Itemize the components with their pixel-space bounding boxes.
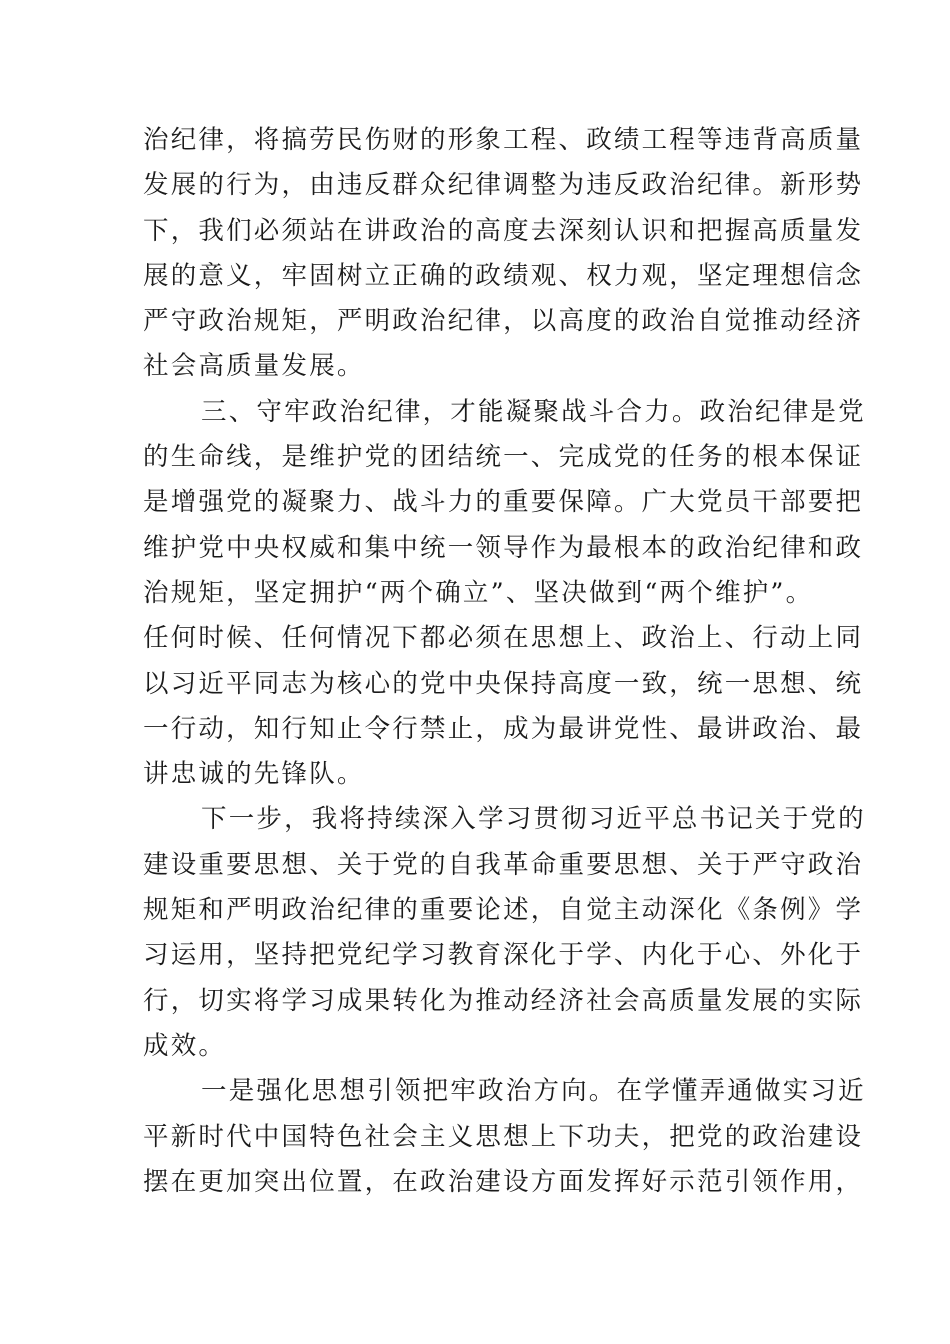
text-line: 维护党中央权威和集中统一领导作为最根本的政治纪律和政 [143, 532, 864, 563]
text-line: 治规矩，坚定拥护“两个确立”、坚决做到“两个维护”。 [143, 577, 814, 608]
text-line: 一行动，知行知止令行禁止，成为最讲党性、最讲政治、最 [143, 713, 864, 744]
text-line: 摆在更加突出位置，在政治建设方面发挥好示范引领作用， [143, 1166, 864, 1197]
text-line: 成效。 [143, 1030, 227, 1061]
text-line: 下，我们必须站在讲政治的高度去深刻认识和把握高质量发 [143, 215, 864, 246]
text-line: 平新时代中国特色社会主义思想上下功夫，把党的政治建设 [143, 1121, 864, 1152]
text-line: 规矩和严明政治纪律的重要论述，自觉主动深化《条例》学 [143, 895, 864, 926]
text-line: 任何时候、任何情况下都必须在思想上、政治上、行动上同 [143, 623, 864, 654]
text-line: 建设重要思想、关于党的自我革命重要思想、关于严守政治 [143, 849, 864, 880]
text-line: 行，切实将学习成果转化为推动经济社会高质量发展的实际 [143, 985, 864, 1016]
text-line: 展的意义，牢固树立正确的政绩观、权力观，坚定理想信念 [143, 260, 864, 291]
paragraph-start-line: 一是强化思想引领把牢政治方向。在学懂弄通做实习近 [201, 1076, 866, 1107]
text-line: 严守政治规矩，严明政治纪律，以高度的政治自觉推动经济 [143, 306, 864, 337]
text-line: 社会高质量发展。 [143, 351, 365, 382]
paragraph-start-line: 三、守牢政治纪律，才能凝聚战斗合力。政治纪律是党 [201, 396, 866, 427]
text-line: 治纪律，将搞劳民伤财的形象工程、政绩工程等违背高质量 [143, 125, 864, 155]
text-line: 讲忠诚的先锋队。 [143, 759, 365, 790]
text-line: 的生命线，是维护党的团结统一、完成党的任务的根本保证 [143, 442, 864, 473]
document-body [143, 118, 866, 1205]
text-line: 是增强党的凝聚力、战斗力的重要保障。广大党员干部要把 [143, 487, 864, 518]
text-line: 以习近平同志为核心的党中央保持高度一致，统一思想、统 [143, 668, 864, 699]
text-line: 习运用，坚持把党纪学习教育深化于学、内化于心、外化于 [143, 940, 864, 971]
text-line: 发展的行为，由违反群众纪律调整为违反政治纪律。新形势 [143, 170, 864, 201]
paragraph-start-line: 下一步，我将持续深入学习贯彻习近平总书记关于党的 [201, 804, 866, 835]
